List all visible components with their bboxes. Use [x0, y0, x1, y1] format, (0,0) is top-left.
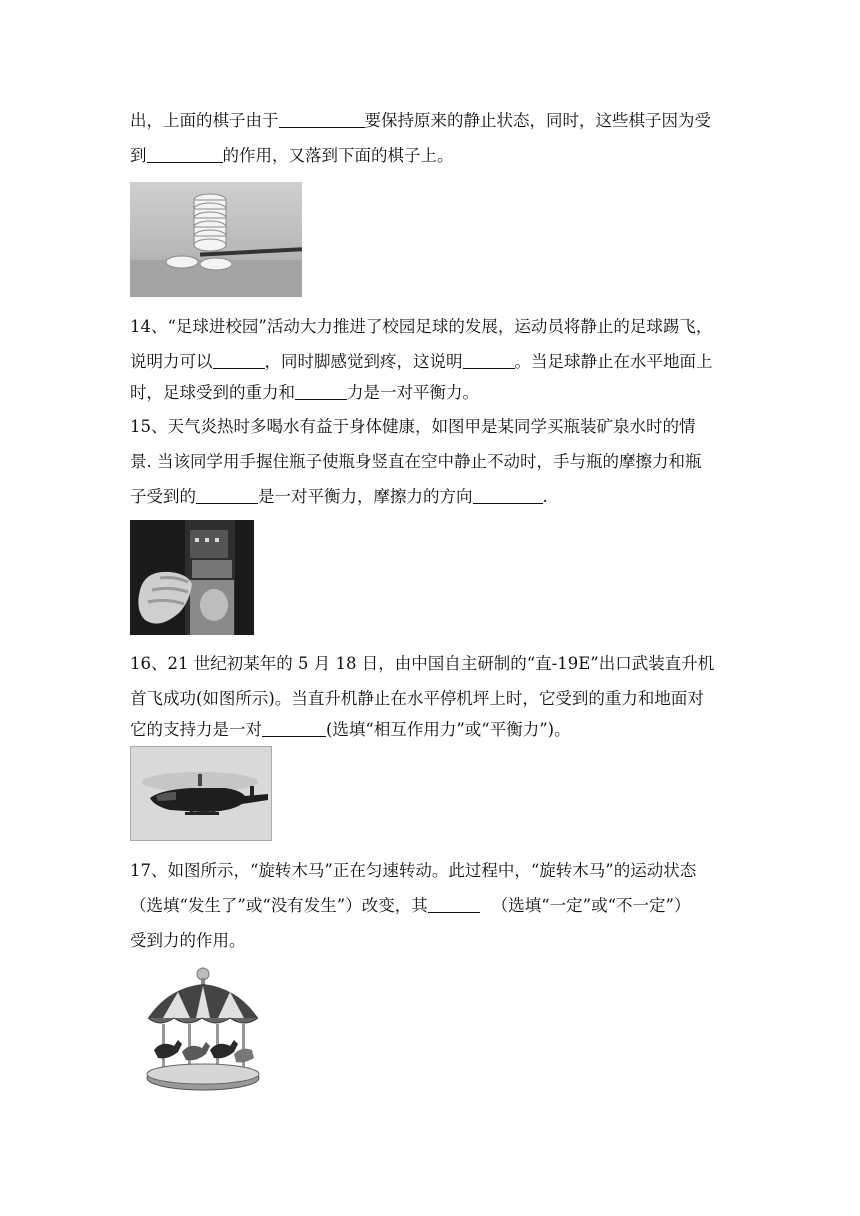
q13-line-1: 出，上面的棋子由于 要保持原来的静止状态，同时，这些棋子因为受 — [130, 111, 711, 130]
q15-line-2: 景. 当该同学用手握住瓶子使瓶身竖直在空中静止不动时，手与瓶的摩擦力和瓶 — [130, 452, 702, 471]
blank — [295, 383, 347, 400]
blank — [473, 487, 543, 504]
blank — [213, 352, 265, 369]
q14-line-1: 14、“足球进校园”活动大力推进了校园足球的发展，运动员将静止的足球踢飞， — [130, 317, 713, 336]
q17-line-3: 受到力的作用。 — [130, 931, 246, 950]
q15-line-1: 15、天气炎热时多喝水有益于身体健康，如图甲是某同学买瓶装矿泉水时的情 — [130, 417, 696, 436]
blank — [463, 352, 515, 369]
q14-line-2: 说明力可以 ，同时脚感觉到疼，这说明 。当足球静止在水平地面上 — [130, 352, 713, 371]
blank — [196, 487, 258, 504]
bottle-hand-photo — [130, 520, 254, 635]
blank — [428, 896, 480, 913]
q17-line-1: 17、如图所示，“旋转木马”正在匀速转动。此过程中，“旋转木马”的运动状态 — [130, 861, 697, 880]
q16-line-1: 16、21 世纪初某年的 5 月 18 日，由中国自主研制的“直-19E”出口武装直升机 — [130, 654, 715, 673]
blank — [279, 111, 365, 128]
q17-line-2: （选填“发生了”或“没有发生”）改变，其 （选填“一定”或“不一定”） — [130, 896, 691, 915]
q13-line-2: 到 的作用，又落到下面的棋子上。 — [130, 146, 454, 165]
q16-line-3: 它的支持力是一对 (选填“相互作用力”或“平衡力”)。 — [130, 720, 571, 739]
chess-pieces-photo — [130, 182, 302, 297]
blank — [147, 146, 223, 163]
carousel-photo — [138, 960, 263, 1100]
q16-line-2: 首飞成功(如图所示)。当直升机静止在水平停机坪上时，它受到的重力和地面对 — [130, 689, 704, 708]
q14-line-3: 时，足球受到的重力和 力是一对平衡力。 — [130, 383, 479, 402]
helicopter-photo — [130, 746, 272, 841]
blank — [262, 720, 326, 737]
q15-line-3: 子受到的 是一对平衡力，摩擦力的方向 . — [130, 487, 548, 506]
